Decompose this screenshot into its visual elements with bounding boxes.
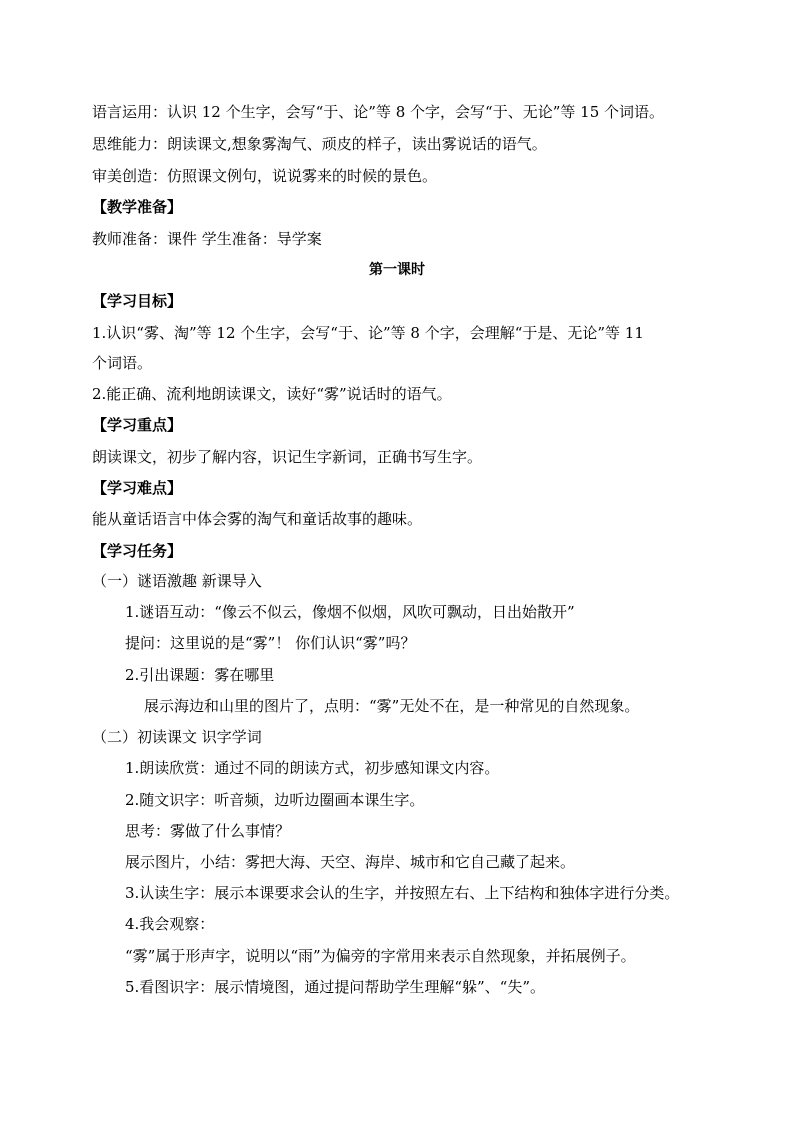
goals-heading: 【学习目标】 bbox=[92, 292, 183, 310]
section-2-item-4: 4.我会观察： bbox=[125, 915, 215, 933]
difficulties-heading: 【学习难点】 bbox=[92, 479, 183, 497]
section-2-think: 思考：雾做了什么事情？ bbox=[125, 822, 291, 840]
section-1-show: 展示海边和山里的图片了，点明：“雾”无处不在，是一种常见的自然现象。 bbox=[144, 697, 640, 715]
section-1-item-1: 1.谜语互动：“像云不似云，像烟不似烟，风吹可飘动，日出始散开” bbox=[125, 603, 575, 621]
section-2-observe: “雾”属于形声字，说明以“雨”为偏旁的字常用来表示自然现象，并拓展例子。 bbox=[125, 947, 636, 965]
objective-aesthetic: 审美创造：仿照课文例句，说说雾来的时候的景色。 bbox=[92, 167, 438, 185]
objective-thinking: 思维能力：朗读课文,想象雾淘气、顽皮的样子，读出雾说话的语气。 bbox=[92, 135, 547, 153]
section-2-item-3: 3.认读生字：展示本课要求会认的生字，并按照左右、上下结构和独体字进行分类。 bbox=[125, 884, 680, 902]
key-points-text: 朗读课文，初步了解内容，识记生字新词，正确书写生字。 bbox=[92, 448, 483, 466]
tasks-heading: 【学习任务】 bbox=[92, 542, 183, 560]
section-1-title: （一）谜语激趣 新课导入 bbox=[92, 572, 262, 590]
goal-item-1-line-2: 个词语。 bbox=[92, 354, 153, 372]
section-2-title: （二）初读课文 识字学词 bbox=[92, 728, 262, 746]
goal-item-2: 2.能正确、流利地朗读课文，读好“雾”说话时的语气。 bbox=[92, 385, 452, 403]
preparation-text: 教师准备：课件 学生准备：导学案 bbox=[92, 230, 322, 248]
section-2-summary: 展示图片，小结：雾把大海、天空、海岸、城市和它自己藏了起来。 bbox=[125, 853, 576, 871]
section-1-item-2: 2.引出课题：雾在哪里 bbox=[125, 666, 275, 684]
section-2-item-2: 2.随文识字：听音频，边听边圈画本课生字。 bbox=[125, 791, 425, 809]
preparation-heading: 【教学准备】 bbox=[92, 198, 183, 216]
key-points-heading: 【学习重点】 bbox=[92, 416, 183, 434]
section-2-item-5: 5.看图识字：展示情境图，通过提问帮助学生理解“躲”、“失”。 bbox=[125, 978, 545, 996]
lesson-title: 第一课时 bbox=[369, 262, 425, 278]
objective-language: 语言运用：认识 12 个生字，会写“于、论”等 8 个字，会写“于、无论”等 15 个词语。 bbox=[92, 103, 665, 121]
goal-item-1-line-1: 1.认识“雾、淘”等 12 个生字，会写“于、论”等 8 个字，会理解“于是、无论”等 11 bbox=[92, 324, 644, 342]
section-1-question: 提问：这里说的是“雾”！ 你们认识“雾”吗？ bbox=[125, 634, 416, 652]
section-2-item-1: 1.朗读欣赏：通过不同的朗读方式，初步感知课文内容。 bbox=[125, 759, 500, 777]
difficulties-text: 能从童话语言中体会雾的淘气和童话故事的趣味。 bbox=[92, 510, 423, 528]
